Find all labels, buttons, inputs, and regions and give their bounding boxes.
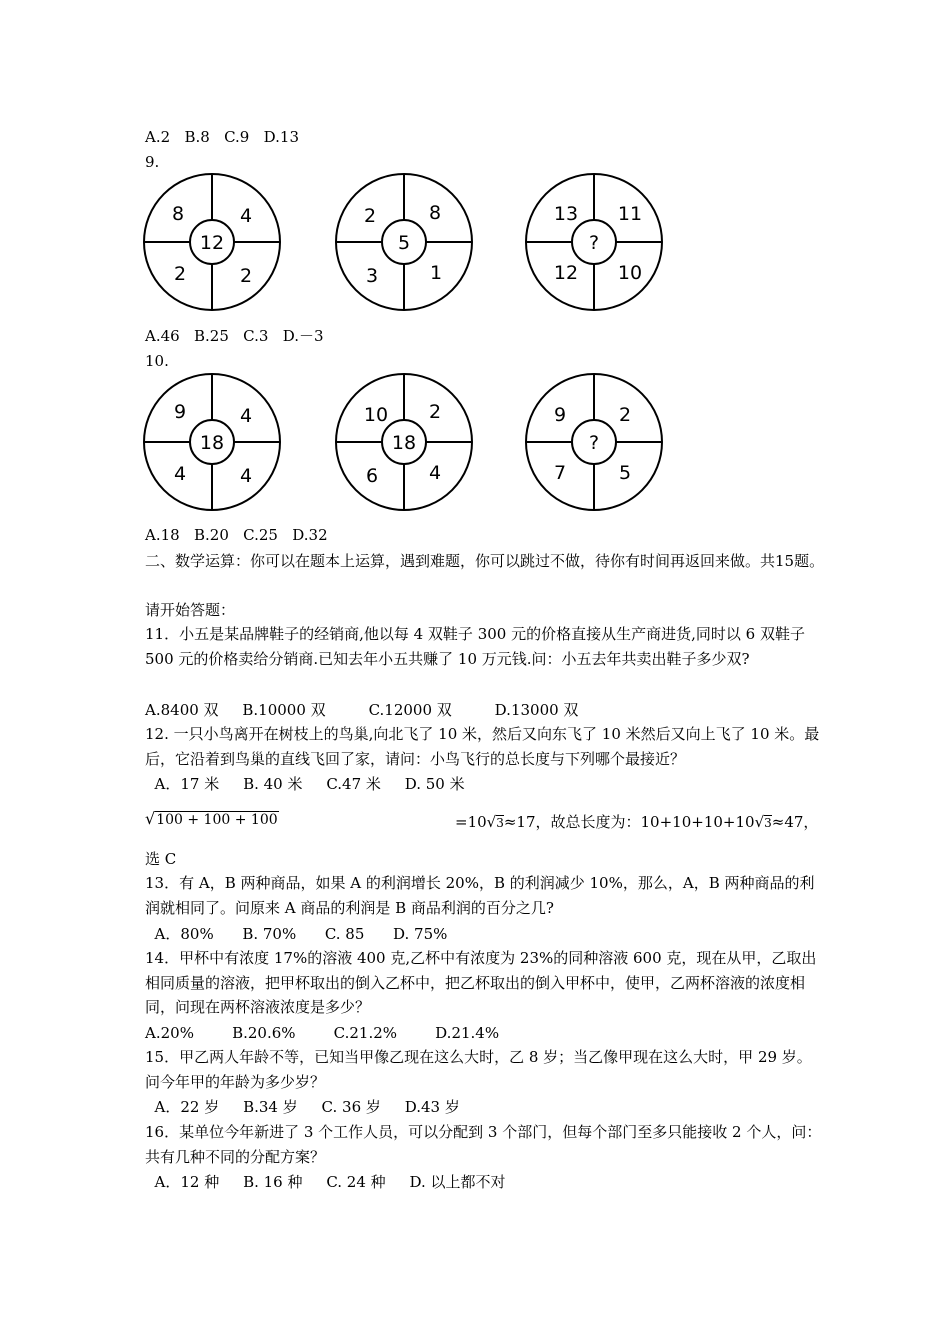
- q9-c2-bottom-left: 3: [365, 265, 379, 287]
- q9-c1-bottom-right: 2: [239, 265, 253, 287]
- q9-c1-top-right: 4: [239, 205, 253, 227]
- q12-answer: 选 C: [145, 850, 177, 868]
- q9-c3-bottom-right: 10: [617, 262, 643, 284]
- q16-text: 16．某单位今年新进了 3 个工作人员，可以分配到 3 个部门，但每个部门至多只能接收 2 个人，问：共有几种不同的分配方案？: [145, 1123, 822, 1166]
- q12-sqrt-expression: [145, 809, 279, 828]
- q9-c2-center: 5: [397, 232, 411, 254]
- q12-calc-suffix: ≈47，: [771, 813, 819, 831]
- q9-c3-top-right: 11: [617, 203, 643, 225]
- q9-c1-top-left: 8: [171, 203, 185, 225]
- q10-c3-bottom-right: 5: [618, 462, 632, 484]
- q10-c2-bottom-left: 6: [365, 465, 379, 487]
- q14-text: 14．甲杯中有浓度 17%的溶液 400 克,乙杯中有浓度为 23%的同种溶液 600 克，现在从甲，乙取出相同质量的溶液，把甲杯取出的倒入乙杯中，把乙杯取出的倒入甲杯中，使甲，乙两杯溶液的浓度相同，问现在两杯溶液浓度是多少？: [145, 949, 817, 1016]
- q12-options: A．17 米 B. 40 米 C.47 米 D. 50 米: [145, 775, 465, 793]
- q12-text: 12. 一只小鸟离开在树枝上的鸟巢,向北飞了 10 米，然后又向东飞了 10 米然后又向上飞了 10 米。最后，它沿着到鸟巢的直线飞回了家，请问：小鸟飞行的总长度与下列哪个最接近？: [145, 725, 820, 768]
- q8-options: A.2 B.8 C.9 D.13: [145, 128, 299, 146]
- q10-circle-3: [526, 374, 662, 510]
- q10-c2-center: 18: [391, 432, 417, 454]
- q10-c1-center: 18: [199, 432, 225, 454]
- q9-c1-bottom-left: 2: [173, 263, 187, 285]
- q10-c3-bottom-left: 7: [553, 462, 567, 484]
- q10-diagram: [140, 372, 680, 521]
- q12-radical: √100 + 100 + 100: [145, 809, 278, 828]
- q9-circle-2: [336, 174, 472, 310]
- q12-radicand: 100 + 100 + 100: [156, 812, 278, 828]
- q10-c1-bottom-left: 4: [173, 463, 187, 485]
- q10-c3-top-right: 2: [618, 404, 632, 426]
- q9-label: 9.: [145, 153, 160, 171]
- q11-text: 11．小五是某品牌鞋子的经销商,他以每 4 双鞋子 300 元的价格直接从生产商进货,同时以 6 双鞋子 500 元的价格卖给分销商.已知去年小五共赚了 10 万元钱.问：小五去年共卖出鞋子多少双?: [145, 625, 805, 668]
- q9-c2-top-left: 2: [363, 205, 377, 227]
- q10-options: A.18 B.20 C.25 D.32: [145, 526, 328, 544]
- q10-c3-top-left: 9: [553, 404, 567, 426]
- q9-c2-top-right: 8: [428, 202, 442, 224]
- q9-circle-1: [144, 174, 280, 310]
- q10-circle-1: [144, 374, 280, 510]
- q9-c1-center: 12: [199, 232, 225, 254]
- q14-options: A.20% B.20.6% C.21.2% D.21.4%: [145, 1024, 500, 1042]
- q9-options: A.46 B.25 C.3 D.－3: [145, 327, 324, 345]
- q9-diagram: [140, 172, 680, 321]
- q12-calc-middle: ≈17，故总长度为：10+10+10+10: [503, 813, 755, 831]
- q10-c1-top-left: 9: [173, 401, 187, 423]
- q12-calc-prefix: =10: [455, 813, 487, 831]
- q10-label: 10.: [145, 352, 169, 370]
- q10-c2-top-left: 10: [363, 404, 389, 426]
- q10-c3-center: ?: [588, 432, 600, 454]
- q9-circle-3: [526, 174, 662, 310]
- q11-options: A.8400 双 B.10000 双 C.12000 双 D.13000 双: [145, 701, 579, 719]
- q10-c1-bottom-right: 4: [239, 465, 253, 487]
- q15-options: A．22 岁 B.34 岁 C. 36 岁 D.43 岁: [145, 1098, 460, 1116]
- q15-text: 15．甲乙两人年龄不等，已知当甲像乙现在这么大时，乙 8 岁；当乙像甲现在这么大时，甲 29 岁。问今年甲的年龄为多少岁？: [145, 1048, 812, 1091]
- q9-c3-bottom-left: 12: [553, 262, 579, 284]
- q9-c3-center: ?: [588, 232, 600, 254]
- q10-circle-2: [336, 374, 472, 510]
- section2-intro: 二、数学运算：你可以在题本上运算，遇到难题，你可以跳过不做，待你有时间再返回来做。共15题。: [145, 552, 825, 570]
- q10-c1-top-right: 4: [239, 405, 253, 427]
- q10-c2-bottom-right: 4: [428, 462, 442, 484]
- q9-c3-top-left: 13: [553, 203, 579, 225]
- q10-c2-top-right: 2: [428, 401, 442, 423]
- q13-options: A．80% B. 70% C. 85 D. 75%: [145, 925, 448, 943]
- start-prompt: 请开始答题：: [145, 601, 236, 619]
- q12-calculation: =10√3≈17，故总长度为：10+10+10+10√3≈47，: [455, 813, 819, 831]
- q12-calc-radicand-2: 3: [764, 816, 772, 830]
- q9-c2-bottom-right: 1: [429, 262, 443, 284]
- q16-options: A．12 种 B. 16 种 C. 24 种 D. 以上都不对: [145, 1173, 506, 1191]
- q13-text: 13．有 A，B 两种商品，如果 A 的利润增长 20%，B 的利润减少 10%，那么，A，B 两种商品的利润就相同了。问原来 A 商品的利润是 B 商品利润的百分之几?: [145, 874, 815, 917]
- q12-calc-radicand-1: 3: [496, 816, 504, 830]
